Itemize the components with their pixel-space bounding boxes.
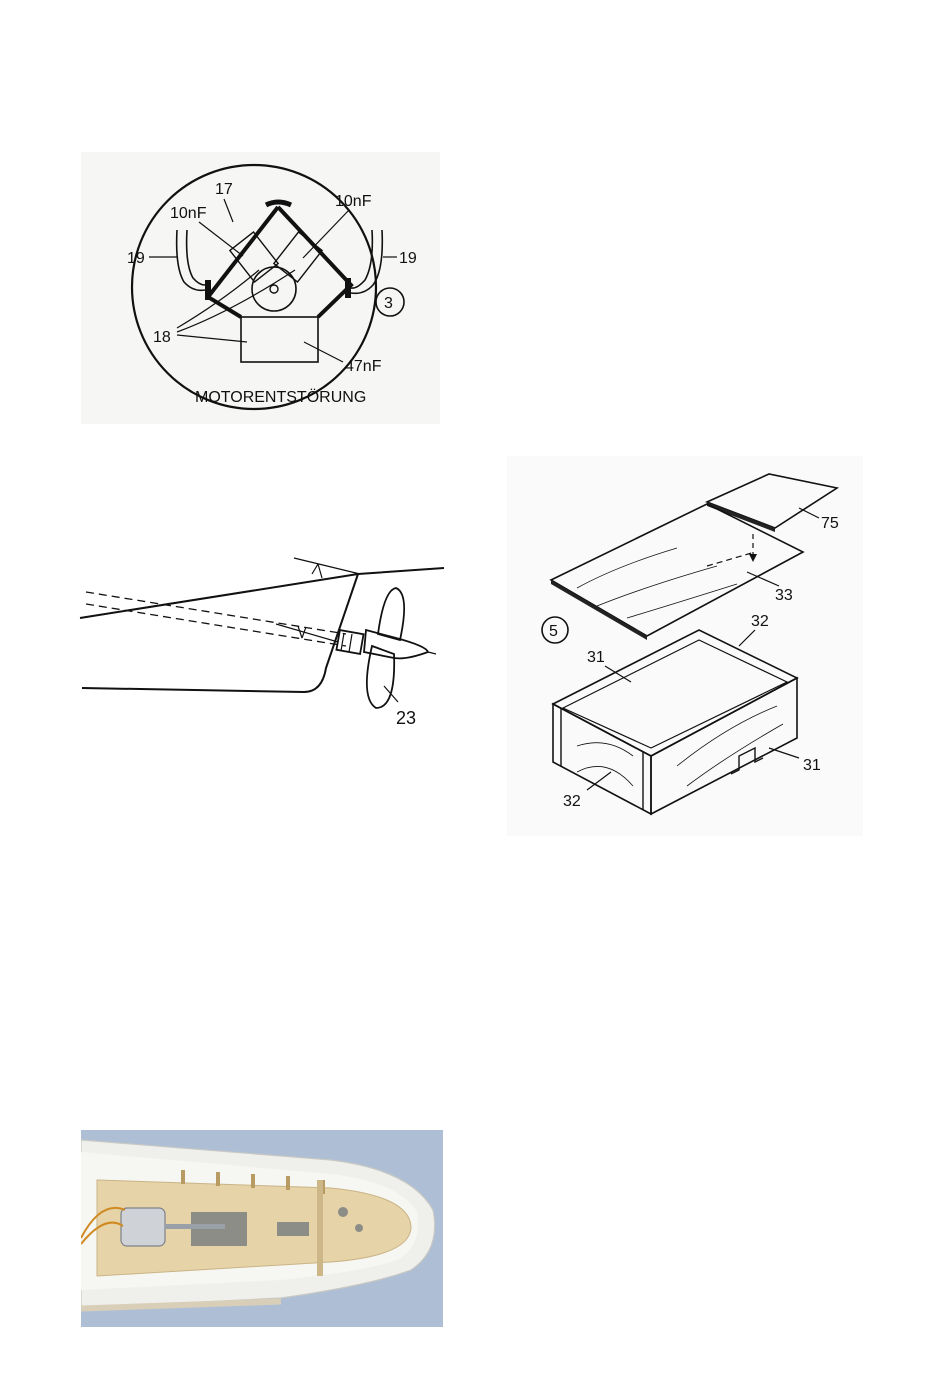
leader-31-left bbox=[605, 666, 631, 682]
lid-33-edge bbox=[551, 580, 647, 640]
motor-suppression-figure bbox=[81, 152, 440, 424]
propeller-shaft bbox=[165, 1224, 225, 1229]
label-19-right: 19 bbox=[399, 250, 417, 267]
box-assembly-diagram bbox=[507, 456, 863, 836]
label-32-back: 32 bbox=[751, 613, 769, 630]
stern-propeller-diagram bbox=[66, 548, 454, 738]
label-33: 33 bbox=[775, 587, 793, 604]
label-10nf-left: 10nF bbox=[170, 205, 207, 222]
reference-line-top bbox=[294, 558, 360, 574]
deck-hole-1 bbox=[338, 1207, 348, 1217]
leader-17 bbox=[224, 199, 233, 222]
frame-2 bbox=[216, 1172, 220, 1186]
hull-photo bbox=[81, 1130, 443, 1327]
leader-10nf-right bbox=[303, 210, 349, 258]
leader-10nf-left bbox=[199, 222, 243, 256]
terminal-left bbox=[205, 280, 211, 300]
lid-wood-grain bbox=[577, 548, 737, 618]
lead-wire-left-a bbox=[177, 230, 205, 290]
hull-stern-outline bbox=[82, 574, 358, 692]
capacitor-47nf bbox=[241, 317, 318, 362]
propeller-blade-upper bbox=[378, 588, 404, 640]
frame-1 bbox=[181, 1170, 185, 1184]
capacitor-10nf-right bbox=[274, 232, 322, 282]
label-17: 17 bbox=[215, 181, 233, 198]
leader-47nf bbox=[304, 342, 343, 362]
lead-wire-right-a bbox=[351, 230, 372, 288]
plate-75 bbox=[707, 474, 837, 528]
box-assembly-figure bbox=[507, 456, 863, 836]
drop-arrow-head bbox=[749, 554, 757, 562]
deck-opening bbox=[277, 1222, 309, 1236]
motor-shaft bbox=[270, 285, 278, 293]
label-18: 18 bbox=[153, 329, 171, 346]
terminal-right bbox=[345, 278, 351, 298]
leader-18-c bbox=[177, 335, 247, 342]
top-terminal bbox=[266, 202, 291, 205]
leader-23 bbox=[384, 686, 398, 702]
propeller-hub bbox=[364, 630, 428, 658]
bulkhead-strip bbox=[317, 1180, 323, 1276]
electric-motor bbox=[121, 1208, 165, 1246]
nut-line-2 bbox=[349, 634, 352, 652]
label-19-left: 19 bbox=[127, 250, 145, 267]
label-10nf-right: 10nF bbox=[335, 193, 372, 210]
lid-slot-dashed bbox=[707, 552, 755, 566]
hull-photo-illustration bbox=[81, 1130, 443, 1327]
shaft-line-lower bbox=[86, 604, 346, 646]
motor-caption: MOTORENTSTÖRUNG bbox=[195, 389, 367, 406]
label-23: 23 bbox=[396, 708, 417, 728]
capacitor-wire-right bbox=[278, 207, 351, 317]
nut-line-1 bbox=[341, 633, 344, 651]
leader-75 bbox=[799, 508, 819, 518]
leader-31-right bbox=[769, 748, 799, 758]
lead-wire-left-b bbox=[187, 230, 205, 285]
figure-number-3: 3 bbox=[384, 295, 393, 312]
plate-75-edge bbox=[707, 502, 775, 532]
shaft-line-upper bbox=[86, 592, 346, 634]
label-31-right: 31 bbox=[803, 757, 821, 774]
label-75: 75 bbox=[821, 515, 839, 532]
motor-suppression-diagram bbox=[81, 152, 440, 424]
hub-tip bbox=[428, 652, 436, 654]
side-31-right bbox=[651, 678, 797, 814]
frame-3 bbox=[251, 1174, 255, 1188]
label-31-left: 31 bbox=[587, 649, 605, 666]
deck-hole-2 bbox=[355, 1224, 363, 1232]
leader-32-back bbox=[739, 630, 755, 646]
figure-number-5: 5 bbox=[549, 623, 558, 640]
label-32-front: 32 bbox=[563, 793, 581, 810]
angle-arrow-top bbox=[312, 564, 322, 578]
stern-propeller-figure bbox=[66, 548, 454, 738]
frame-4 bbox=[286, 1176, 290, 1190]
label-47nf: 47nF bbox=[345, 358, 382, 375]
